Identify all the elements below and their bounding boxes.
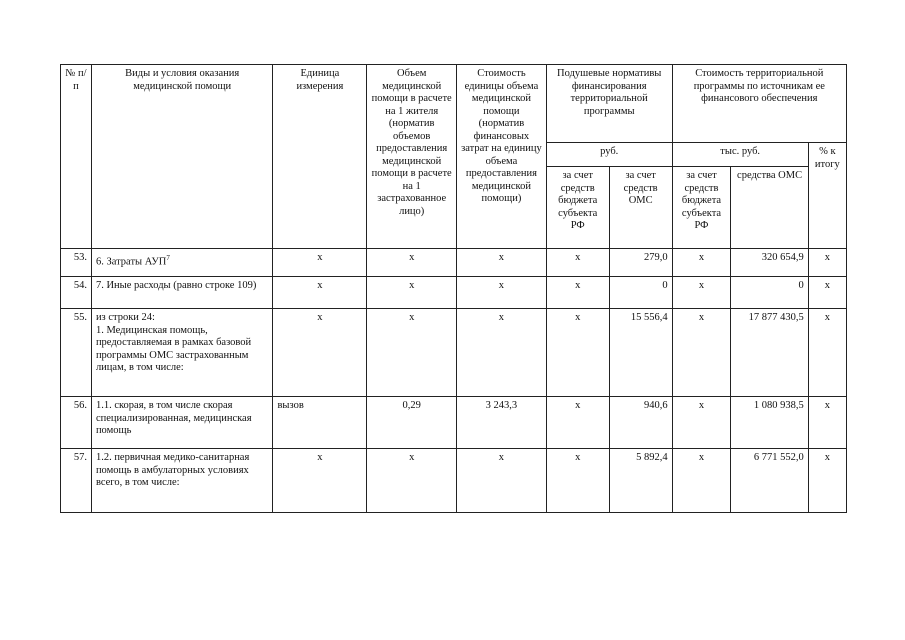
row-cost: х	[457, 449, 547, 513]
row-pct: х	[808, 449, 846, 513]
row-budget-rub: х	[546, 449, 609, 513]
row-oms-thous: 1 080 938,5	[731, 397, 808, 449]
row-name	[91, 309, 273, 397]
row-pct: х	[808, 309, 846, 397]
header-oms-rub: за счет средств ОМС	[609, 167, 672, 249]
row-pct: х	[808, 249, 846, 277]
row-volume: 0,29	[367, 397, 457, 449]
row-cost: х	[457, 249, 547, 277]
row-name-text: 1.2. первичная медико-санитарная помощь в амбулаторных условиях всего, в том числе:	[95, 452, 250, 488]
header-type: Виды и условия оказания медицинской помощи	[91, 65, 273, 249]
row-oms-rub: 5 892,4	[609, 449, 672, 513]
header-thous-rub: тыс. руб.	[672, 143, 808, 167]
row-name	[91, 397, 273, 449]
row-oms-thous: 320 654,9	[731, 249, 808, 277]
row-volume: х	[367, 449, 457, 513]
footnote-ref: 7	[166, 254, 170, 262]
row-name-text: из строки 24: 1. Медицинская помощь, предоставляемая в рамках базовой программы ОМС застрахованным лицам, в том числе:	[95, 312, 252, 373]
table-body	[61, 249, 847, 513]
row-oms-rub: 15 556,4	[609, 309, 672, 397]
header-budget-rub: за счет средств бюджета субъекта РФ	[546, 167, 609, 249]
table-row	[61, 449, 847, 513]
row-number: 57.	[61, 449, 92, 513]
row-unit: х	[273, 249, 367, 277]
row-unit: вызов	[273, 397, 367, 449]
row-volume: х	[367, 309, 457, 397]
header-pershare: Подушевые нормативы финансирования территориальной программы	[546, 65, 672, 143]
header-total: Стоимость территориальной программы по источникам ее финансового обеспечения	[672, 65, 846, 143]
table-row	[61, 277, 847, 309]
table-row	[61, 249, 847, 277]
financing-table	[60, 64, 847, 513]
row-pct: х	[808, 397, 846, 449]
row-oms-thous: 6 771 552,0	[731, 449, 808, 513]
row-name	[91, 449, 273, 513]
row-volume: х	[367, 277, 457, 309]
table-header	[61, 65, 847, 249]
row-volume: х	[367, 249, 457, 277]
table-row	[61, 309, 847, 397]
header-volume: Объем медицинской помощи в расчете на 1 жителя (норматив объемов предоставления медицинской помощи в расчете на 1 застрахованное лицо)	[367, 65, 457, 249]
row-oms-rub: 0	[609, 277, 672, 309]
table-row	[61, 397, 847, 449]
header-rub: руб.	[546, 143, 672, 167]
header-num: № п/п	[61, 65, 92, 249]
header-cost: Стоимость единицы объема медицинской помощи (норматив финансовых затрат на единицу объема предоставления медицинской помощи)	[457, 65, 547, 249]
header-pct: % к итогу	[808, 143, 846, 249]
row-pct: х	[808, 277, 846, 309]
row-name-text: 6. Затраты АУП	[95, 256, 167, 268]
header-oms-thous: средства ОМС	[731, 167, 808, 249]
row-budget-thous: х	[672, 249, 731, 277]
row-name	[91, 249, 273, 277]
row-oms-rub: 279,0	[609, 249, 672, 277]
row-name-text: 7. Иные расходы (равно строке 109)	[95, 280, 257, 291]
row-budget-thous: х	[672, 309, 731, 397]
row-budget-rub: х	[546, 277, 609, 309]
row-budget-rub: х	[546, 309, 609, 397]
row-oms-thous: 0	[731, 277, 808, 309]
row-number: 53.	[61, 249, 92, 277]
row-budget-thous: х	[672, 397, 731, 449]
row-cost: 3 243,3	[457, 397, 547, 449]
row-number: 56.	[61, 397, 92, 449]
row-cost: х	[457, 309, 547, 397]
row-unit: х	[273, 449, 367, 513]
row-unit: х	[273, 309, 367, 397]
row-budget-thous: х	[672, 277, 731, 309]
row-name-text: 1.1. скорая, в том числе скорая специализированная, медицинская помощь	[95, 400, 252, 436]
header-budget-thous: за счет средств бюджета субъекта РФ	[672, 167, 731, 249]
row-oms-rub: 940,6	[609, 397, 672, 449]
header-unit: Единица измерения	[273, 65, 367, 249]
row-budget-rub: х	[546, 249, 609, 277]
row-unit: х	[273, 277, 367, 309]
row-cost: х	[457, 277, 547, 309]
row-oms-thous: 17 877 430,5	[731, 309, 808, 397]
row-budget-thous: х	[672, 449, 731, 513]
row-name	[91, 277, 273, 309]
row-budget-rub: х	[546, 397, 609, 449]
row-number: 55.	[61, 309, 92, 397]
row-number: 54.	[61, 277, 92, 309]
